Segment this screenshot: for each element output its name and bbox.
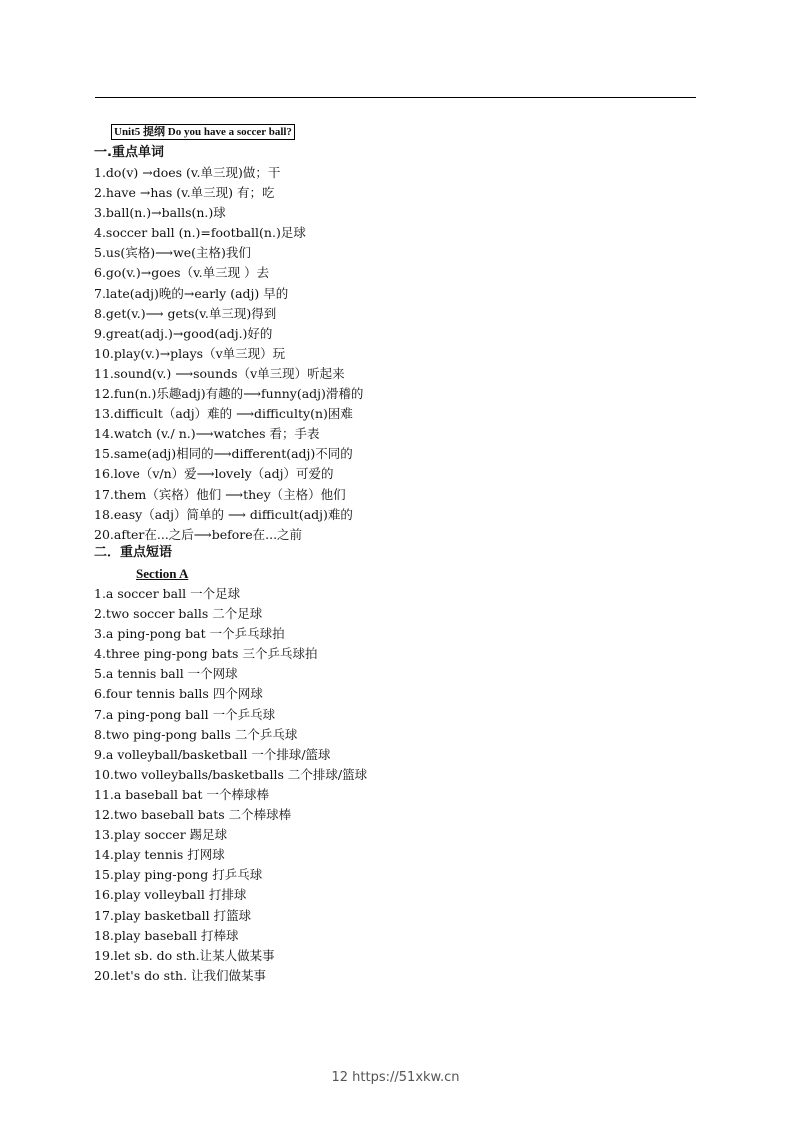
- list-item: 13.difficult（adj）难的 ⟶difficulty(n)困难: [94, 406, 353, 422]
- list-item: 1.do(v) →does (v.单三现)做；干: [94, 165, 281, 180]
- list-item: 7.a ping-pong ball 一个乒乓球: [94, 706, 276, 722]
- phrase-list: [94, 584, 367, 986]
- section-a-label: Section A: [136, 566, 189, 581]
- section-heading-words: 一.重点单词: [94, 145, 164, 160]
- list-item: 4.three ping-pong bats 三个乒乓球拍: [94, 646, 318, 662]
- list-item: 10.two volleyballs/basketballs 二个排球/篮球: [94, 766, 368, 782]
- list-item: 8.two ping-pong balls 二个乒乓球: [94, 726, 298, 742]
- list-item: 8.get(v.)⟶ gets(v.单三现)得到: [94, 305, 277, 321]
- list-item: 5.us(宾格)⟶we(主格)我们: [94, 245, 251, 261]
- list-item: 12.fun(n.)乐趣adj)有趣的⟶funny(adj)滑稽的: [94, 386, 364, 402]
- list-item: 13.play soccer 踢足球: [94, 827, 228, 843]
- list-item: 9.a volleyball/basketball 一个排球/篮球: [94, 746, 331, 762]
- page-footer: 12 https://51xkw.cn: [331, 1070, 460, 1085]
- list-item: 11.a baseball bat 一个棒球棒: [94, 786, 269, 802]
- unit-title: Unit5 提纲 Do you have a soccer ball?: [111, 124, 295, 140]
- list-item: 4.soccer ball (n.)=football(n.)足球: [94, 225, 306, 241]
- list-item: 3.ball(n.)→balls(n.)球: [94, 205, 226, 221]
- list-item: 15.same(adj)相同的⟶different(adj)不同的: [94, 446, 353, 462]
- list-item: 14.watch (v./ n.)⟶watches 看；手表: [94, 426, 320, 442]
- list-item: 17.play basketball 打篮球: [94, 907, 252, 923]
- list-item: 3.a ping-pong bat 一个乒乓球拍: [94, 626, 285, 642]
- list-item: 15.play ping-pong 打乒乓球: [94, 867, 263, 883]
- list-item: 17.them（宾格）他们 ⟶they（主格）他们: [94, 486, 346, 502]
- list-item: 1.a soccer ball 一个足球: [94, 586, 241, 601]
- list-item: 2.two soccer balls 二个足球: [94, 606, 263, 622]
- list-item: 9.great(adj.)→good(adj.)好的: [94, 325, 273, 341]
- list-item: 19.let sb. do sth.让某人做某事: [94, 947, 275, 963]
- list-item: 20.let's do sth. 让我们做某事: [94, 967, 267, 983]
- list-item: 6.four tennis balls 四个网球: [94, 686, 263, 702]
- list-item: 12.two baseball bats 二个棒球棒: [94, 807, 292, 823]
- word-list: [94, 163, 363, 545]
- list-item: 11.sound(v.) ⟶sounds（v单三现）听起来: [94, 365, 345, 381]
- header-rule: [95, 97, 696, 98]
- list-item: 7.late(adj)晚的→early (adj) 早的: [94, 285, 289, 301]
- list-item: 10.play(v.)→plays（v单三现）玩: [94, 345, 286, 361]
- list-item: 16.love（v/n）爱⟶lovely（adj）可爱的: [94, 466, 334, 482]
- list-item: 14.play tennis 打网球: [94, 847, 225, 863]
- list-item: 16.play volleyball 打排球: [94, 887, 247, 903]
- list-item: 6.go(v.)→goes（v.单三现 ）去: [94, 265, 270, 281]
- section-heading-phrases: 二．重点短语: [94, 545, 173, 560]
- list-item: 2.have →has (v.单三现) 有；吃: [94, 185, 275, 201]
- list-item: 18.play baseball 打棒球: [94, 927, 239, 943]
- list-item: 5.a tennis ball 一个网球: [94, 666, 238, 682]
- list-item: 18.easy（adj）简单的 ⟶ difficult(adj)难的: [94, 506, 353, 522]
- list-item: 20.after在...之后⟶before在...之前: [94, 526, 303, 542]
